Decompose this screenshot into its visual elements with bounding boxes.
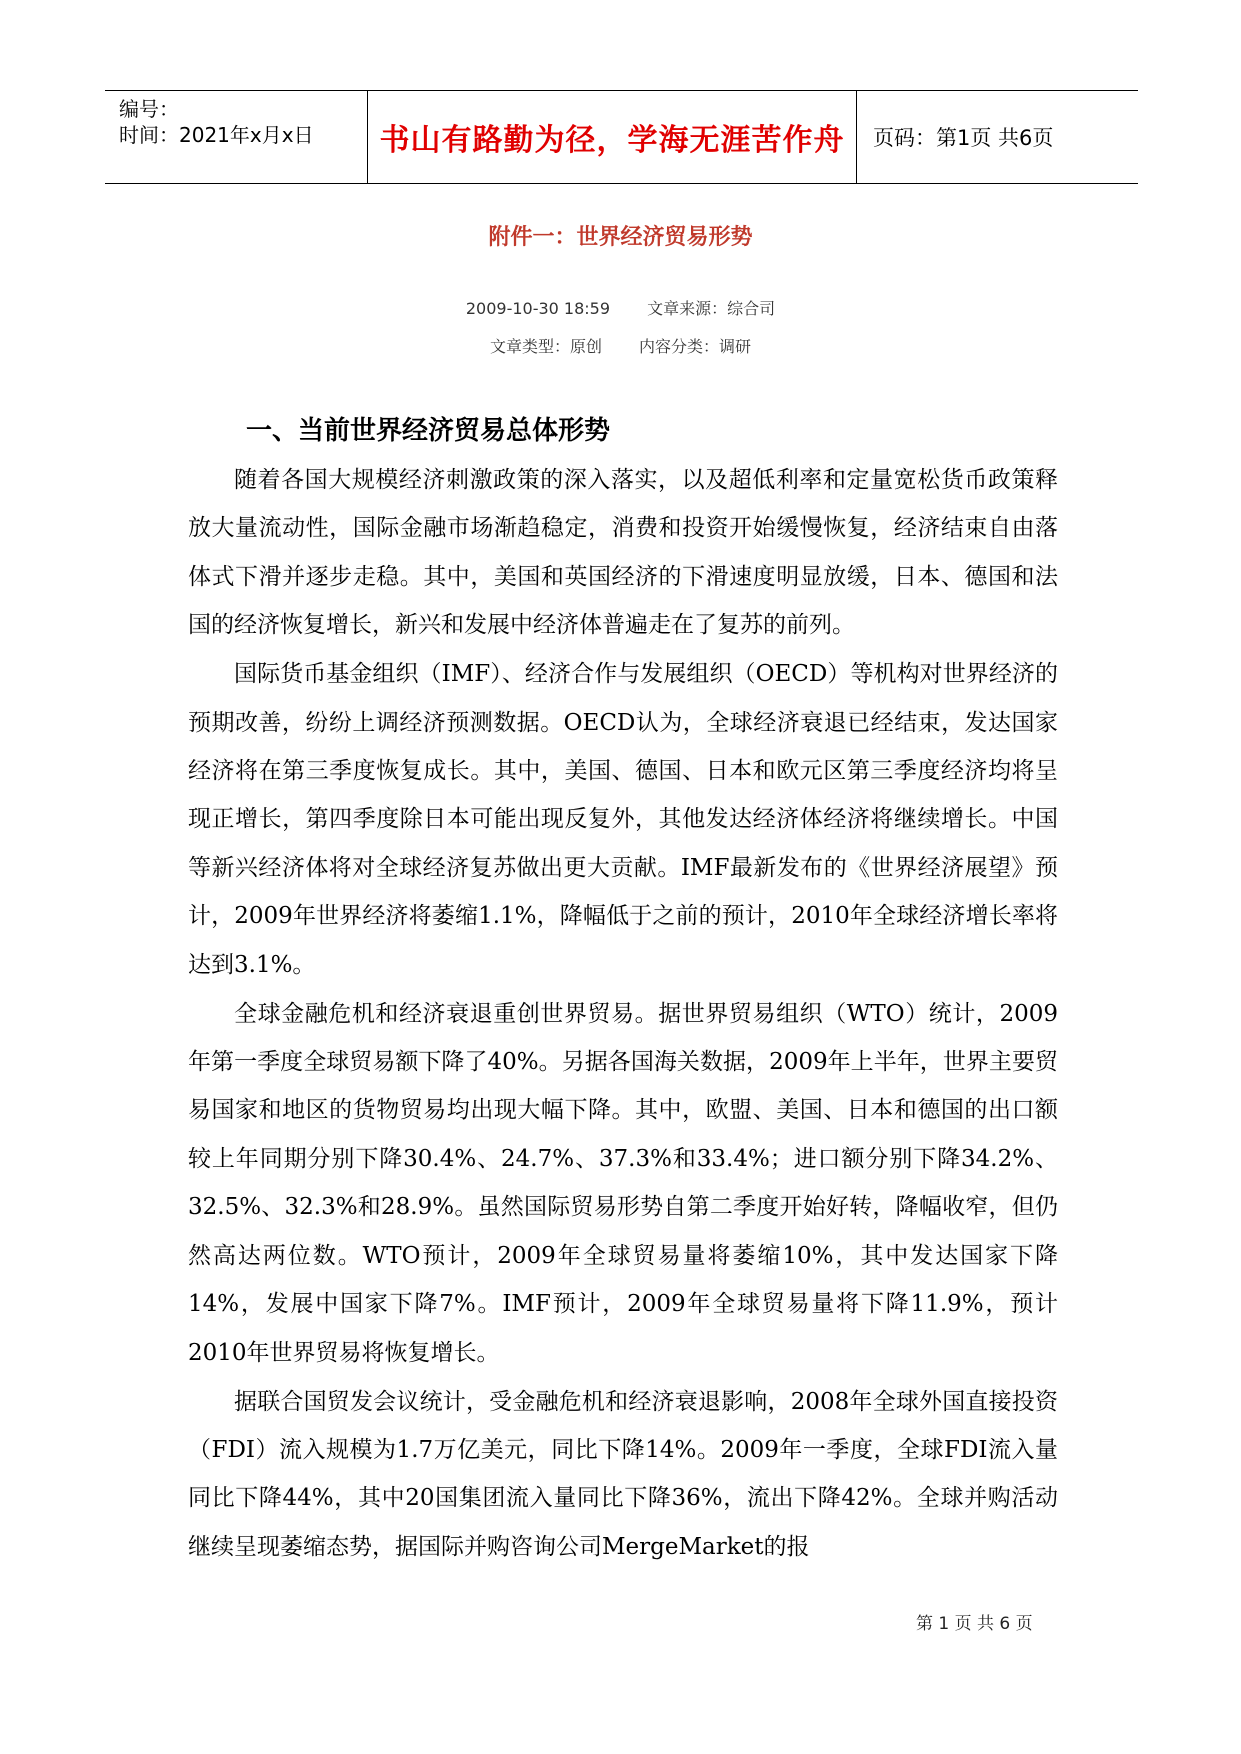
motto-cell — [368, 91, 857, 183]
paragraph: 据联合国贸发会议统计，受金融危机和经济衰退影响，2008年全球外国直接投资（FDI）流入规模为1.7万亿美元，同比下降14%。2009年一季度，全球FDI流入量同比下降44%，其中20国集团流入量同比下降36%，流出下降42%。全球并购活动继续呈现萎缩态势，据国际并购咨询公司MergeMarket的报 — [188, 1388, 1058, 1560]
body-text — [188, 456, 1058, 1572]
number-label: 编号： — [119, 97, 179, 121]
motto-text: 书山有路勤为径，学海无涯苦作舟 — [379, 123, 845, 158]
meta-line-2 — [0, 334, 1241, 357]
paragraph: 国际货币基金组织（IMF）、经济合作与发展组织（OECD）等机构对世界经济的预期改善，纷纷上调经济预测数据。OECD认为，全球经济衰退已经结束，发达国家经济将在第三季度恢复成长。其中，美国、德国、日本和欧元区第三季度经济均将呈现正增长，第四季度除日本可能出现反复外，其他发达经济体经济将继续增长。中国等新兴经济体将对全球经济复苏做出更大贡献。IMF最新发布的《世界经济展望》预计，2009年世界经济将萎缩1.1%，降幅低于之前的预计，2010年全球经济增长率将达到3.1%。 — [188, 661, 1058, 978]
page-code: 页码：第1页 共6页 — [873, 126, 1054, 150]
meta-source: 文章来源：综合司 — [647, 299, 776, 318]
section-heading: 一、当前世界经济贸易总体形势 — [246, 416, 611, 446]
page-footer: 第 1 页 共 6 页 — [916, 1614, 1033, 1634]
meta-line-1 — [0, 296, 1241, 319]
meta-date: 2009-10-30 18:59 — [465, 299, 611, 318]
paragraph: 全球金融危机和经济衰退重创世界贸易。据世界贸易组织（WTO）统计，2009年第一季度全球贸易额下降了40%。另据各国海关数据，2009年上半年，世界主要贸易国家和地区的货物贸易均出现大幅下降。其中，欧盟、美国、日本和德国的出口额较上年同期分别下降30.4%、24.7%、37.3%和33.4%；进口额分别下降34.2%、32.5%、32.3%和28.9%。虽然国际贸易形势自第二季度开始好转，降幅收窄，但仍然高达两位数。WTO预计，2009年全球贸易量将萎缩10%，其中发达国家下降14%，发展中国家下降7%。IMF预计，2009年全球贸易量将下降11.9%，预计2010年世界贸易将恢复增长。 — [188, 1000, 1058, 1366]
header-info-cell — [105, 91, 368, 183]
document-header-table — [105, 90, 1138, 184]
time-label: 时间：2021年x月x日 — [119, 123, 314, 147]
meta-category: 内容分类：调研 — [639, 337, 752, 356]
page-code-cell — [857, 91, 1138, 183]
document-title: 附件一：世界经济贸易形势 — [488, 225, 753, 250]
meta-type: 文章类型：原创 — [489, 337, 602, 356]
paragraph: 随着各国大规模经济刺激政策的深入落实，以及超低利率和定量宽松货币政策释放大量流动性，国际金融市场渐趋稳定，消费和投资开始缓慢恢复，经济结束自由落体式下滑并逐步走稳。其中，美国和英国经济的下滑速度明显放缓，日本、德国和法国的经济恢复增长，新兴和发展中经济体普遍走在了复苏的前列。 — [188, 467, 1058, 639]
